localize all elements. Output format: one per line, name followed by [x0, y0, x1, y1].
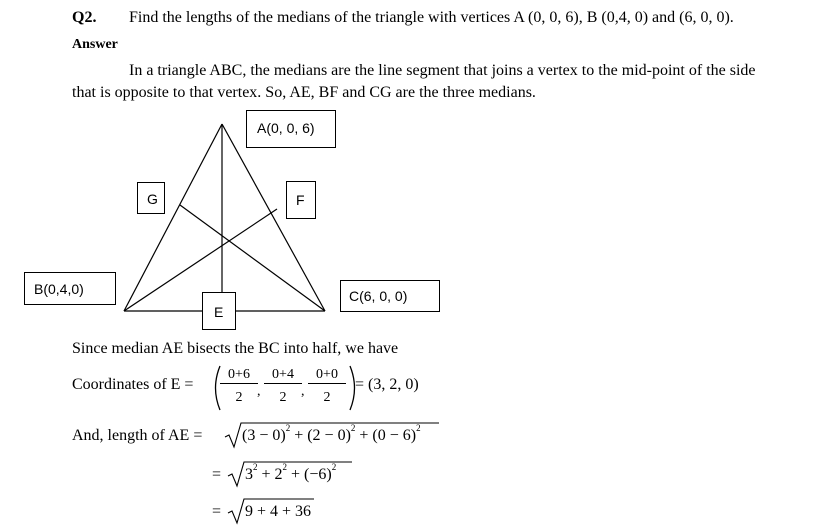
fraction-y-num: 0+4	[272, 367, 294, 382]
step3-expression: 9 + 4 + 36	[245, 503, 312, 520]
label-box-g	[137, 182, 165, 214]
side-ab	[124, 124, 222, 311]
fraction-z	[308, 367, 346, 406]
exp-1: 2	[285, 423, 291, 433]
label-box-e	[202, 292, 236, 330]
fraction-z-num: 0+0	[316, 367, 338, 382]
label-box-c	[340, 280, 440, 312]
label-a: A(0, 0, 6)	[257, 120, 315, 136]
coords-result: = (3, 2, 0)	[355, 376, 419, 393]
exp-3: 2	[416, 423, 421, 433]
step3-equals: =	[212, 503, 222, 520]
length-term-3: + (0 − 6)	[355, 427, 417, 444]
step2-expression	[245, 462, 337, 484]
step2-term-2: + 2	[257, 466, 283, 483]
intro-line-2: that is opposite to that vertex. So, AE, BF and CG are the three medians.	[72, 84, 536, 101]
question-number: Q2.	[72, 9, 97, 26]
step2-exp-3: 2	[331, 462, 337, 472]
length-term-1: (3 − 0)	[242, 427, 286, 444]
step2-exp-1: 2	[253, 462, 258, 472]
fraction-x	[220, 367, 258, 406]
exp-2: 2	[350, 423, 356, 433]
fraction-z-den: 2	[323, 390, 331, 405]
answer-heading: Answer	[72, 37, 118, 52]
comma-1: ,	[257, 384, 261, 399]
label-f: F	[296, 192, 305, 208]
fraction-x-den: 2	[235, 390, 243, 405]
fraction-x-num: 0+6	[228, 367, 250, 382]
step2-equals: =	[212, 466, 222, 483]
step2-term-1: 3	[245, 466, 253, 483]
label-box-a	[246, 110, 336, 148]
since-text: Since median AE bisects the BC into half, we have	[72, 340, 399, 357]
label-g: G	[147, 191, 158, 207]
fraction-y	[264, 367, 302, 406]
question-text: Find the lengths of the medians of the triangle with vertices A (0, 0, 6), B (0,4, 0) and (6, 0, 0).	[129, 9, 734, 26]
fraction-y-den: 2	[279, 390, 287, 405]
label-b: B(0,4,0)	[34, 281, 84, 297]
coords-label: Coordinates of E =	[72, 376, 194, 393]
step2-term-3: + (−6)	[287, 466, 332, 483]
label-e: E	[214, 304, 224, 320]
label-box-f	[286, 181, 316, 219]
length-term-2: + (2 − 0)	[290, 427, 351, 444]
label-c: C(6, 0, 0)	[349, 288, 408, 304]
label-box-b	[24, 272, 116, 305]
step2-exp-2: 2	[282, 462, 288, 472]
length-label: And, length of AE =	[72, 427, 203, 444]
comma-2: ,	[301, 384, 305, 399]
median-bf	[124, 209, 277, 311]
intro-line-1: In a triangle ABC, the medians are the line segment that joins a vertex to the mid-point of the side	[129, 62, 756, 79]
length-expression	[242, 423, 421, 445]
